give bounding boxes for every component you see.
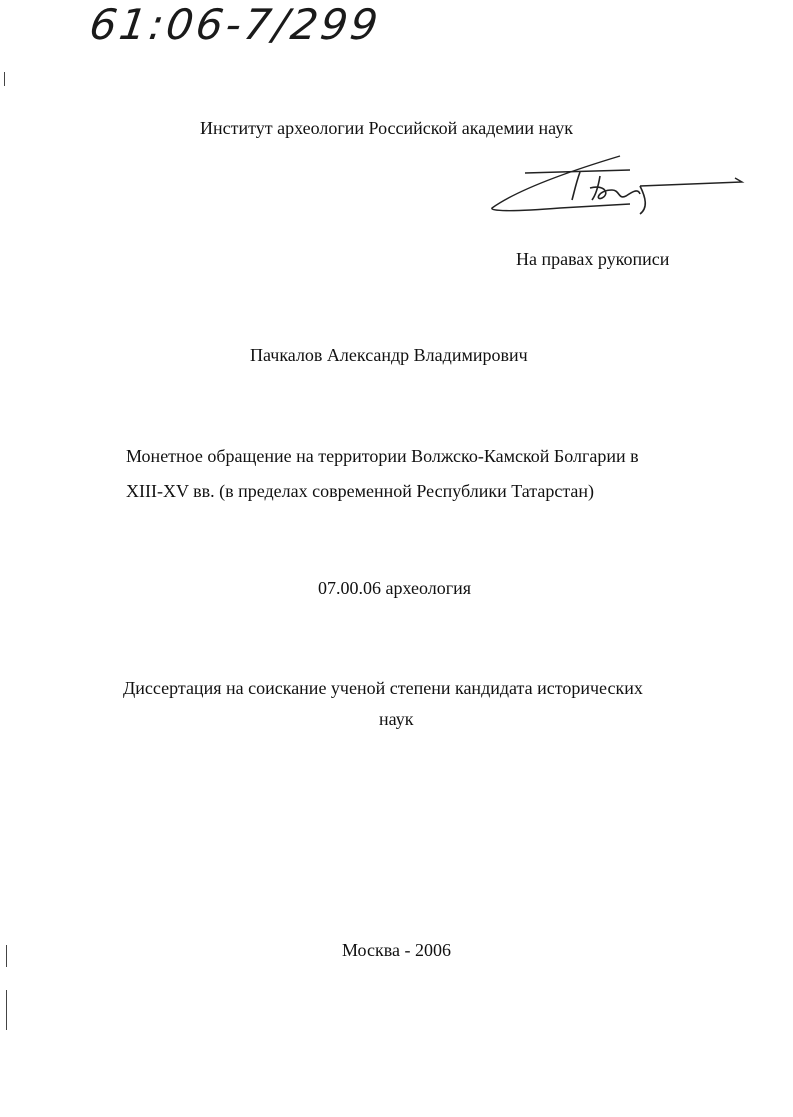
dissertation-line-1: Диссертация на соискание ученой степени кандидата исторических (123, 678, 643, 698)
thesis-title-line-1: Монетное обращение на территории Волжско-Камской Болгарии в (126, 446, 639, 466)
archive-number: 61:06-7/299 (86, 0, 384, 49)
institute-name: Институт археологии Российской академии наук (200, 118, 573, 138)
signature (480, 148, 750, 218)
scan-margin-mark (4, 72, 5, 86)
thesis-title-line-2: XIII-XV вв. (в пределах современной Республики Татарстан) (126, 481, 595, 501)
city-year: Москва - 2006 (342, 940, 451, 960)
specialty-code: 07.00.06 археология (318, 578, 472, 598)
scan-margin-mark (6, 945, 7, 967)
scan-margin-mark (6, 990, 7, 1030)
rights-note: На правах рукописи (516, 249, 670, 269)
dissertation-line-2: наук (379, 709, 414, 729)
author-name: Пачкалов Александр Владимирович (250, 345, 528, 365)
